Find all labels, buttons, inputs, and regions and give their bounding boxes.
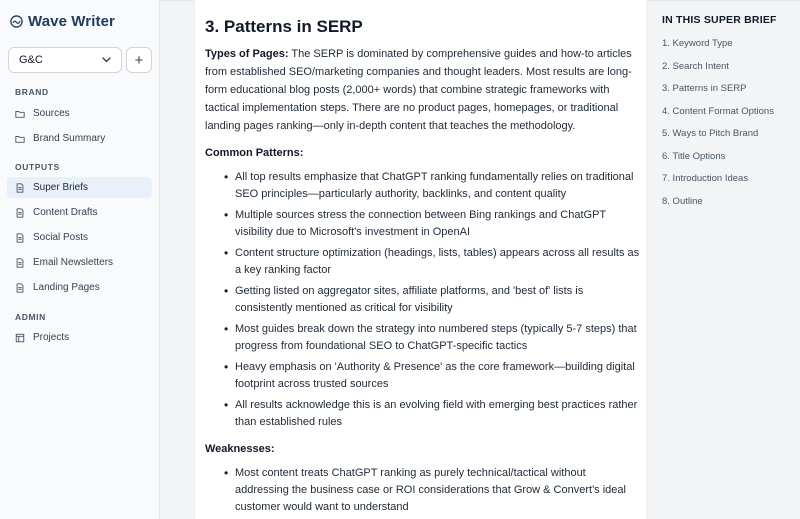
folder-icon (15, 109, 25, 119)
toc-item-patterns-in-serp[interactable]: 3. Patterns in SERP (662, 83, 747, 94)
list-item: • All top results emphasize that ChatGPT ranking fundamentally relies on traditional SEO principles—particularly authority, backlinks, and content quality (224, 169, 640, 203)
document-icon (15, 283, 25, 293)
types-of-pages-paragraph (205, 45, 640, 135)
list-item: • Most guides break down the strategy into numbered steps (typically 5-7 steps) that progress from foundational SEO to ChatGPT-specific tactics (224, 321, 640, 355)
toc-item-introduction-ideas[interactable]: 7. Introduction Ideas (662, 173, 749, 184)
sidebar-item-label: Sources (33, 108, 70, 119)
app-brand[interactable] (10, 11, 115, 31)
folder-icon (15, 134, 25, 144)
document-icon (15, 258, 25, 268)
sidebar (0, 0, 160, 519)
workspace-select[interactable] (8, 47, 122, 73)
toc-title: IN THIS SUPER BRIEF (662, 14, 777, 26)
workspace-select-value: G&C (19, 54, 43, 66)
sidebar-item-label: Email Newsletters (33, 257, 114, 268)
sidebar-item-landing-pages[interactable] (7, 277, 152, 298)
sidebar-item-label: Brand Summary (33, 133, 106, 144)
list-item: • Getting listed on aggregator sites, affiliate platforms, and 'best of' lists is consistently mentioned as critical for visibility (224, 283, 640, 317)
weaknesses-list (205, 465, 640, 516)
plus-icon: + (134, 51, 144, 69)
sidebar-item-label: Landing Pages (33, 282, 100, 293)
section-label-outputs: OUTPUTS (15, 162, 60, 172)
add-workspace-button[interactable] (126, 47, 152, 73)
sidebar-item-label: Content Drafts (33, 207, 98, 218)
toc-item-ways-to-pitch-brand[interactable]: 5. Ways to Pitch Brand (662, 128, 759, 139)
toc-item-outline[interactable]: 8. Outline (662, 195, 703, 207)
table-of-contents (662, 14, 794, 218)
sidebar-item-super-briefs[interactable] (7, 177, 152, 198)
sidebar-item-email-newsletters[interactable] (7, 252, 152, 273)
document-icon (15, 233, 25, 243)
sidebar-item-social-posts[interactable] (7, 227, 152, 248)
list-item: • All results acknowledge this is an evolving field with emerging best practices rather than established rules (224, 397, 640, 431)
projects-icon (15, 333, 25, 343)
list-item: • Heavy emphasis on 'Authority & Presence' as the core framework—building digital footprint across trusted sources (224, 359, 640, 393)
types-of-pages-text: The SERP is dominated by comprehensive guides and how-to articles from established SEO/marketing companies and thought leaders. Most results are long-form educational blog posts (2,000+ words) that combine strategic frameworks with tactical implementation steps. There are no product pages, homepages, or traditional landing pages ranking—only in-depth content that teaches the methodology. (205, 48, 632, 132)
list-item: • Content structure optimization (headings, lists, tables) appears across all results as a key ranking factor (224, 245, 640, 279)
toc-item-title-options[interactable]: 6. Title Options (662, 150, 726, 162)
sidebar-item-projects[interactable] (7, 327, 152, 348)
common-patterns-heading: Common Patterns: (205, 147, 304, 159)
types-of-pages-label: Types of Pages: (205, 48, 289, 60)
chevron-down-icon (102, 55, 111, 65)
sidebar-item-sources[interactable] (7, 103, 152, 124)
document-icon (15, 183, 25, 193)
section-label-brand: BRAND (15, 87, 49, 97)
document-icon (15, 208, 25, 218)
list-item: • Most content treats ChatGPT ranking as purely technical/tactical without addressing the business case or ROI considerations that Grow & Convert's ideal customer would want to understand (224, 465, 640, 516)
wave-logo-icon (10, 15, 23, 28)
brief-content (194, 0, 647, 519)
section-title: 3. Patterns in SERP (205, 17, 363, 36)
section-label-admin: ADMIN (15, 312, 46, 322)
sidebar-item-label: Super Briefs (33, 182, 89, 193)
sidebar-item-brand-summary[interactable] (7, 128, 152, 149)
toc-item-search-intent[interactable]: 2. Search Intent (662, 60, 730, 72)
weaknesses-heading: Weaknesses: (205, 443, 275, 455)
list-item: • Multiple sources stress the connection between Bing rankings and ChatGPT visibility due to Microsoft's investment in OpenAI (224, 207, 640, 241)
toc-item-keyword-type[interactable]: 1. Keyword Type (662, 38, 733, 49)
app-name: Wave Writer (28, 12, 115, 30)
sidebar-item-label: Social Posts (33, 232, 89, 243)
sidebar-item-label: Projects (33, 332, 70, 343)
toc-item-content-format-options[interactable]: 4. Content Format Options (662, 105, 774, 117)
sidebar-item-content-drafts[interactable] (7, 202, 152, 223)
common-patterns-list (205, 169, 640, 431)
